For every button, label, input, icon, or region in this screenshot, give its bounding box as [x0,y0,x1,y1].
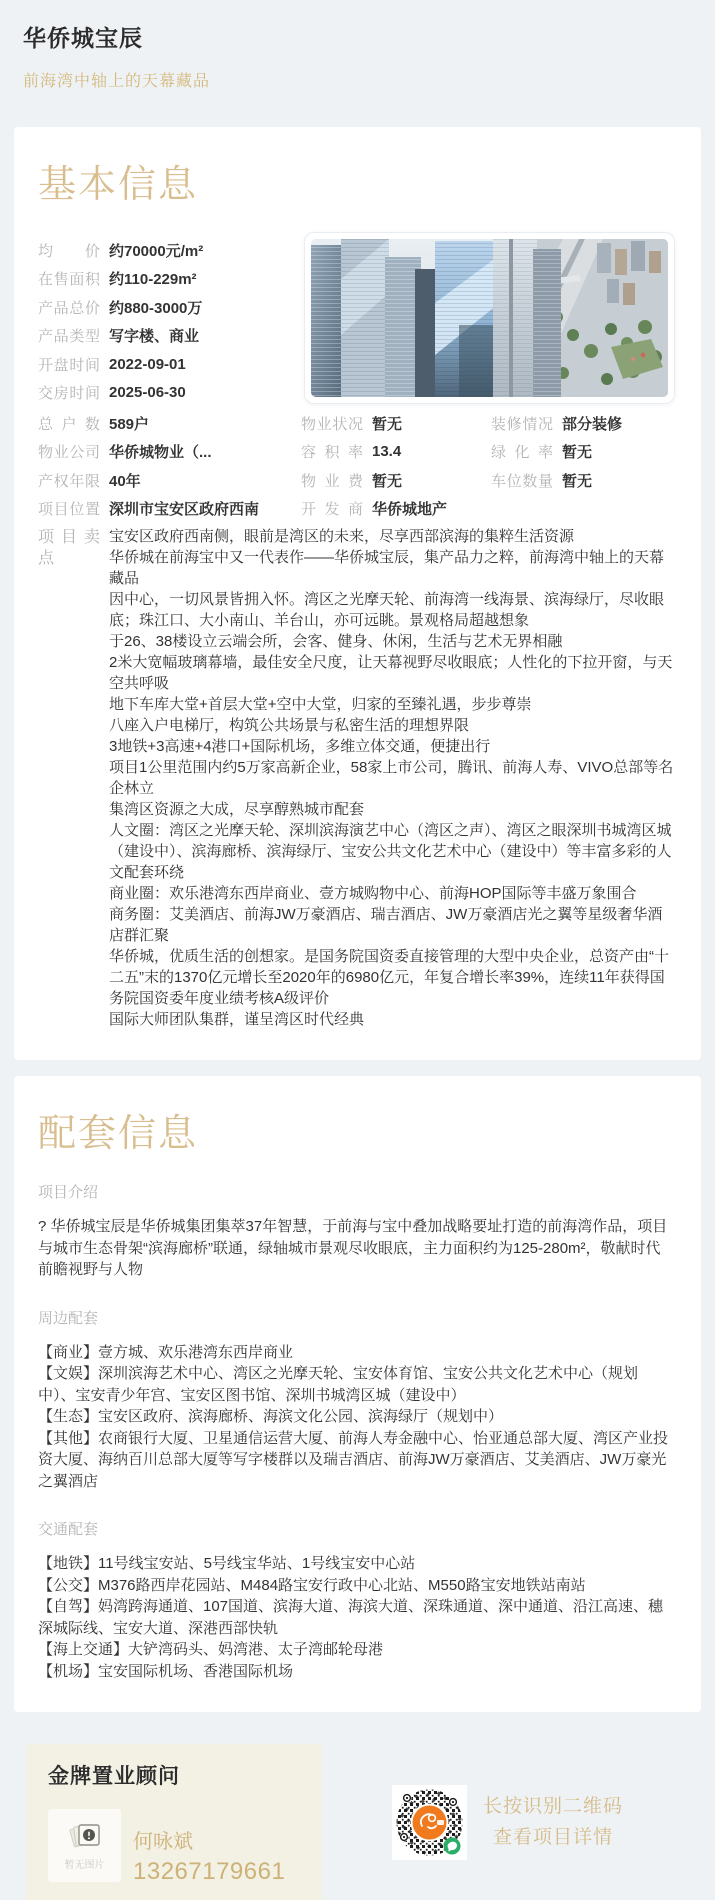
selling-point: 因中心，一切风景皆拥入怀。湾区之光摩天轮、前海湾一线海景、滨海绿厅，尽收眼底；珠江口、大小南山、羊台山，亦可远眺。景观格局超越想象 [109,591,665,629]
field-value: 约880-3000万 [109,299,203,317]
field-opening-date [38,350,300,379]
field-label: 车位数量 [491,472,553,490]
field-value: 2022-09-01 [109,355,186,373]
selling-point: 国际大师团队集群，谨呈湾区时代经典 [109,1011,365,1028]
field-avg-price [38,236,300,265]
qr-code[interactable] [392,1785,467,1860]
field-label: 在售面积 [38,271,100,289]
no-photo-label: 暂无图片 [64,1859,105,1871]
traffic-facilities-label: 交通配套 [38,1521,99,1538]
selling-point: 地下车库大堂+首层大堂+空中大堂，归家的至臻礼遇，步步尊崇 [109,696,532,713]
qr-tip-line1: 长按识别二维码 [483,1796,624,1817]
field-decoration [491,409,675,438]
field-label: 物业状况 [301,415,363,433]
basic-info-section-title: 基本信息 [38,164,199,206]
consultant-name: 何咏斌 [133,1831,193,1853]
around-item: 【其他】农商银行大厦、卫星通信运营大厦、前海人寿金融中心、怡亚通总部大厦、湾区产业投资大厦、海纳百川总部大厦等写字楼群以及瑞吉酒店、前海JW万豪酒店、艾美酒店、JW万豪光之翼酒店 [38,1429,669,1490]
selling-point: 3地铁+3高速+4港口+国际机场，多维立体交通，便捷出行 [109,738,491,755]
page-title: 华侨城宝辰 [23,25,143,51]
field-value: 约70000元/m² [109,242,204,260]
page-header [0,0,715,127]
selling-point: 人文圈：湾区之光摩天轮、深圳滨海演艺中心（湾区之声）、湾区之眼深圳书城湾区城（建设中）、滨海廊桥、滨海绿厅、宝安公共文化艺术中心（建设中）等丰富多彩的人文配套环绕 [109,822,672,881]
selling-point: 商务圈：艾美酒店、前海JW万豪酒店、瑞吉酒店、JW万豪酒店光之翼等星级奢华酒店群汇聚 [109,906,663,944]
consultant-phone[interactable]: 13267179661 [133,1858,286,1885]
photos-icon [67,1821,103,1853]
field-label: 交房时间 [38,385,100,403]
field-label: 开盘时间 [38,356,100,374]
field-value: 写字楼、商业 [109,328,200,346]
around-facilities-label: 周边配套 [38,1309,99,1327]
field-value: 暂无 [562,472,593,490]
field-value: 13.4 [372,443,402,461]
field-label: 产权年限 [38,472,100,490]
field-label: 产品总价 [38,299,100,317]
field-value: 深圳市宝安区政府西南 [109,501,260,519]
field-tenure [38,466,301,495]
field-value: 约110-229m² [109,271,197,289]
consultant-photo-placeholder [48,1809,121,1882]
field-property-fee [301,466,491,495]
field-property-status [301,409,491,438]
field-label: 物业公司 [38,444,100,462]
field-label: 容积率 [301,444,363,462]
field-value: 40年 [109,472,141,490]
around-item: 【文娱】深圳滨海艺术中心、湾区之光摩天轮、宝安体育馆、宝安公共文化艺术中心（规划中）、宝安青少年宫、宝安区图书馆、深圳书城湾区城（建设中） [38,1365,639,1404]
field-label: 均价 [38,242,100,260]
traffic-item: 【机场】宝安国际机场、香港国际机场 [38,1662,294,1680]
mini-program-qr-icon [392,1785,467,1860]
qr-group [392,1785,623,1860]
selling-point: 华侨城，优质生活的创想家。是国务院国资委直接管理的大型中央企业，总资产由“十二五”末的1370亿元增长至2020年的6980亿元，年复合增长率39%，连续11年获得国务院国资委年度业绩考核A级评价 [109,948,669,1007]
basic-info-col-left [38,409,301,523]
field-delivery-date [38,379,300,408]
field-plot-ratio [301,438,491,467]
field-value: 暂无 [562,444,593,462]
selling-points-label: 项目卖点 [38,529,100,567]
field-product-type [38,322,300,351]
field-total-units [38,409,301,438]
field-value: 暂无 [372,472,403,490]
project-rendering-image [304,232,675,404]
around-facilities-list [38,1342,675,1493]
traffic-item: 【公交】M376路西岸花园站、M484路宝安行政中心北站、M550路宝安地铁站南站 [38,1576,586,1594]
basic-info-col-right [491,409,675,523]
selling-point: 集湾区资源之大成，尽享醇熟城市配套 [109,801,365,818]
around-item: 【生态】宝安区政府、滨海廊桥、海滨文化公园、滨海绿厅（规划中） [38,1408,504,1425]
traffic-facilities-list [38,1553,675,1682]
project-intro-label: 项目介绍 [38,1184,99,1201]
field-value: 589户 [109,415,150,433]
field-value: 2025-06-30 [109,384,186,402]
consultant-card [26,1744,322,1900]
facilities-section-title: 配套信息 [38,1113,199,1155]
selling-point: 八座入户电梯厅，构筑公共场景与私密生活的理想界限 [109,717,470,734]
basic-info-fields-left [38,232,300,407]
field-label: 开发商 [301,501,363,519]
traffic-item: 【地铁】11号线宝安站、5号线宝华站、1号线宝安中心站 [38,1555,416,1572]
selling-points-row [38,526,675,1030]
field-label: 绿化率 [491,444,553,462]
field-value: 部分装修 [562,415,623,433]
field-area-on-sale [38,265,300,294]
field-label: 项目位置 [38,501,100,519]
field-value: 华侨城物业（... [109,444,212,462]
qr-tip [483,1791,623,1853]
traffic-item: 【海上交通】大铲湾码头、妈湾港、太子湾邮轮母港 [38,1641,384,1658]
selling-point: 华侨城在前海宝中又一代表作——华侨城宝辰，集产品力之粹，前海湾中轴上的天幕藏品 [109,549,665,587]
consultant-title: 金牌置业顾问 [48,1765,180,1788]
around-item: 【商业】壹方城、欢乐港湾东西岸商业 [38,1343,294,1361]
field-label: 物业费 [301,472,363,490]
field-property-company [38,438,301,467]
basic-info-col-mid [301,409,491,523]
qr-tip-line2: 查看项目详情 [493,1827,614,1848]
page-subtitle: 前海湾中轴上的天幕藏品 [23,73,211,90]
city-rendering-illustration [311,239,668,397]
consultant-footer [26,1744,701,1900]
field-label: 总户数 [38,415,100,433]
selling-point: 宝安区政府西南侧，眼前是湾区的未来，尽享西部滨海的集粹生活资源 [109,528,575,545]
field-location [38,495,301,524]
field-developer [301,495,491,524]
field-total-price [38,293,300,322]
field-value: 华侨城地产 [372,501,448,519]
selling-point: 项目1公里范围内约5万家高新企业，58家上市公司，腾讯、前海人寿、VIVO总部等名企林立 [109,759,674,797]
selling-point: 商业圈：欢乐港湾东西岸商业、壹方城购物中心、前海HOP国际等丰盛万象围合 [109,885,637,902]
traffic-item: 【自驾】妈湾跨海通道、107国道、滨海大道、海滨大道、深珠通道、深中通道、沿江高速、穗深城际线、宝安大道、深港西部快轨 [38,1598,664,1637]
field-value: 暂无 [372,415,403,433]
facilities-card [14,1076,701,1712]
field-greening-rate [491,438,675,467]
basic-info-card [14,127,701,1060]
field-label: 产品类型 [38,328,100,346]
project-intro-text: ? 华侨城宝辰是华侨城集团集萃37年智慧，于前海与宝中叠加战略要址打造的前海湾作品，项目与城市生态骨架“滨海廊桥”联通，绿轴城市景观尽收眼底，主力面积约为125-280m²，敬献时代前瞻视野与人物 [38,1218,668,1278]
field-label: 装修情况 [491,415,553,433]
selling-point: 2米大宽幅玻璃幕墙，最佳安全尺度，让天幕视野尽收眼底；人性化的下拉开窗，与天空共呼吸 [109,654,673,692]
selling-point: 于26、38楼设立云端会所，会客、健身、休闲，生活与艺术无界相融 [109,633,563,650]
selling-points-text [109,526,675,1030]
field-parking-count [491,466,675,495]
